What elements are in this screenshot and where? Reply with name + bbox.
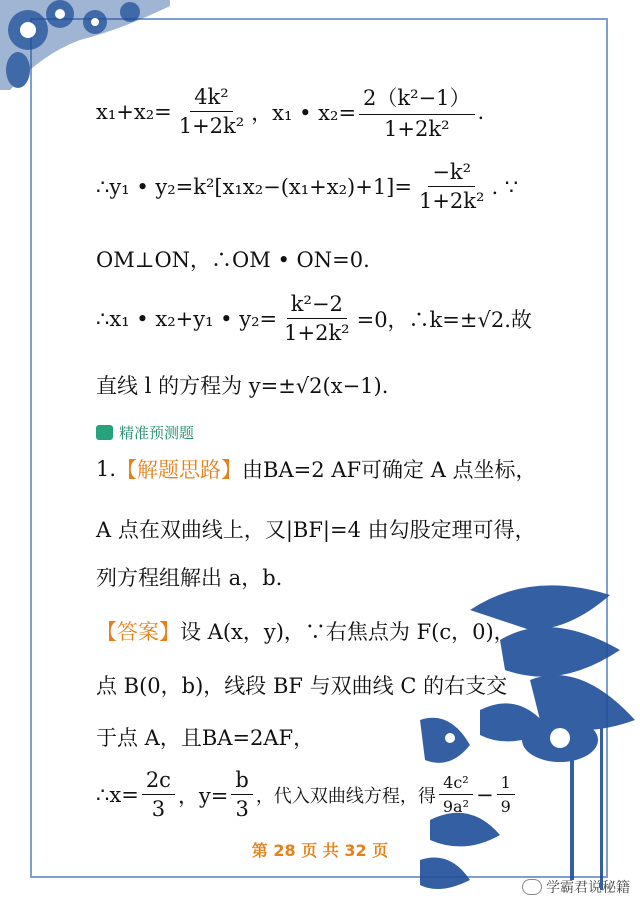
fraction-product xyxy=(359,82,474,141)
equation-line-3 xyxy=(96,244,370,274)
fraction-numerator: 4k² xyxy=(190,85,233,112)
equation-line-5 xyxy=(96,370,388,400)
answer-text: − xyxy=(476,782,494,807)
fraction-numerator: 2（k²−1） xyxy=(359,82,474,115)
answer-text: 设 A(x，y)，∵右焦点为 F(c，0)， xyxy=(180,620,515,644)
fraction-denominator: 9 xyxy=(500,797,511,816)
answer-text: ∴x= xyxy=(96,782,139,807)
problem-number: 1. xyxy=(96,457,117,481)
eq2-left: ∴y₁ • y₂=k²[x₁x₂−(x₁+x₂)+1]= xyxy=(96,174,412,199)
solution-text: 由BA=2 AF可确定 A 点坐标， xyxy=(242,458,537,482)
solution-line-3 xyxy=(96,562,282,592)
fraction-numerator: 2c xyxy=(142,768,175,795)
answer-text: ，代入双曲线方程，得 xyxy=(255,785,436,807)
watermark-text: 学霸君说秘籍 xyxy=(546,880,630,896)
answer-tag: 【答案】 xyxy=(96,620,180,644)
fraction-x xyxy=(142,768,175,821)
answer-line-2 xyxy=(96,670,507,700)
porcelain-floral-ornament-top-left xyxy=(0,0,170,90)
answer-text: 于点 A，且BA=2AF， xyxy=(96,726,315,750)
pencil-badge-icon xyxy=(96,425,113,440)
fraction-denominator: 1+2k² xyxy=(178,114,245,138)
fraction-numerator: b xyxy=(231,768,252,795)
fraction-denominator: 9a² xyxy=(442,797,469,816)
watermark xyxy=(522,877,630,897)
section-title: 精准预测题 xyxy=(119,424,195,442)
equation-line-1 xyxy=(96,82,484,141)
fraction-numerator: 1 xyxy=(497,773,515,795)
equation-line-2 xyxy=(96,160,518,213)
answer-text: ，y= xyxy=(177,783,229,808)
answer-line-1 xyxy=(96,616,515,646)
eq4-end: =0，∴k=±√2.故 xyxy=(356,307,532,332)
section-header xyxy=(96,422,194,443)
fraction-y-product xyxy=(415,160,488,213)
fraction-numerator: k²−2 xyxy=(287,292,347,319)
fraction-sum-products xyxy=(280,292,353,345)
answer-line-4 xyxy=(96,768,518,821)
fraction-ninth xyxy=(497,773,515,816)
fraction-denominator: 3 xyxy=(151,797,166,821)
solution-approach-tag: 【解题思路】 xyxy=(116,458,243,482)
solution-line-2 xyxy=(96,514,536,544)
equation-line-4 xyxy=(96,292,532,345)
eq2-end: . ∵ xyxy=(491,174,519,199)
fraction-denominator: 1+2k² xyxy=(384,117,450,141)
answer-line-3 xyxy=(96,722,314,752)
answer-text: 点 B(0，b)，线段 BF 与双曲线 C 的右支交 xyxy=(96,674,508,698)
fraction-c-sq xyxy=(439,773,473,816)
eq3-text: OM⊥ON，∴OM • ON=0. xyxy=(96,248,370,272)
eq1-left: x₁+x₂= xyxy=(96,99,172,124)
page-number-footer: 第 28 页 共 32 页 xyxy=(251,841,389,860)
fraction-y xyxy=(231,768,252,821)
solution-text: A 点在双曲线上，又|BF|=4 由勾股定理可得， xyxy=(96,518,536,542)
solution-line-1 xyxy=(96,454,537,484)
eq4-left: ∴x₁ • x₂+y₁ • y₂= xyxy=(96,306,278,331)
eq5-text: 直线 l 的方程为 y=±√2(x−1). xyxy=(96,374,389,398)
chat-bubble-icon xyxy=(522,879,542,895)
fraction-denominator: 3 xyxy=(235,797,249,821)
fraction-denominator: 1+2k² xyxy=(418,189,485,213)
solution-text: 列方程组解出 a，b. xyxy=(96,566,283,590)
fraction-numerator: −k² xyxy=(428,160,475,187)
fraction-denominator: 1+2k² xyxy=(284,321,350,345)
eq1-end: . xyxy=(477,99,485,124)
eq1-mid: ，x₁ • x₂= xyxy=(251,100,357,125)
fraction-numerator: 4c² xyxy=(439,773,473,795)
fraction-sum xyxy=(175,85,248,138)
